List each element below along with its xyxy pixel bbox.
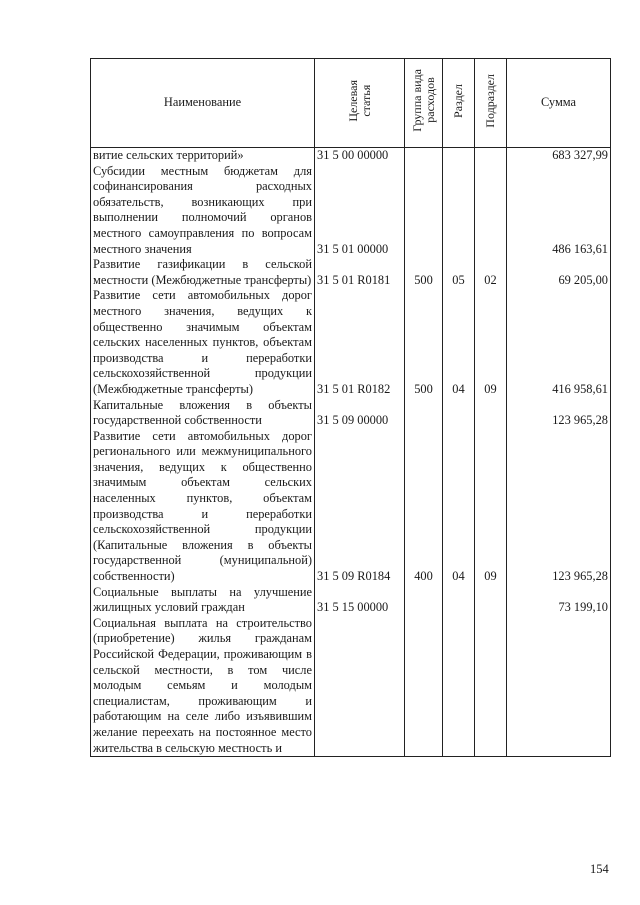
header-subsection-label: Подраздел [483,73,497,128]
row-subsection: 02 [475,257,507,288]
table-row [91,398,611,429]
row-name: Капитальные вложения в объекты государственной собственности [91,398,315,429]
header-target-label: Целевая статья [345,79,373,122]
budget-table [90,58,611,757]
row-target: 31 5 01 R0182 [315,288,405,397]
row-target: 31 5 09 00000 [315,398,405,429]
row-sum: 683 327,99 [507,148,611,164]
header-name: Наименование [91,59,315,148]
row-target: 31 5 01 R0181 [315,257,405,288]
row-sum: 416 958,61 [507,288,611,397]
table-header-row [91,59,611,148]
row-section [443,164,475,258]
header-subsection [475,59,507,148]
row-group: 500 [405,288,443,397]
row-sum: 123 965,28 [507,398,611,429]
header-group [405,59,443,148]
row-subsection: 09 [475,288,507,397]
row-name: Развитие сети автомобильных дорог местного значения, ведущих к общественно значимым объектам сельских населенных пунктов, объектам производства и переработки сельскохозяйственной продукции (Межбюджетные трансферты) [91,288,315,397]
table-row [91,429,611,585]
row-group [405,585,443,616]
table-row [91,164,611,258]
table-row [91,148,611,164]
row-section [443,148,475,164]
header-section [443,59,475,148]
table-row [91,585,611,616]
row-target: 31 5 00 00000 [315,148,405,164]
row-sum: 486 163,61 [507,164,611,258]
header-section-label: Раздел [451,83,465,118]
row-group [405,616,443,757]
row-target [315,616,405,757]
row-section [443,398,475,429]
row-name: Социальные выплаты на улучшение жилищных условий граждан [91,585,315,616]
row-section: 04 [443,429,475,585]
row-section: 05 [443,257,475,288]
row-section [443,616,475,757]
table-row [91,288,611,397]
row-subsection [475,164,507,258]
row-group [405,164,443,258]
row-group [405,148,443,164]
row-subsection [475,585,507,616]
row-name: Развитие газификации в сельской местности (Межбюджетные трансферты) [91,257,315,288]
header-group-label: Группа вида расходов [409,69,437,133]
row-group [405,398,443,429]
row-name: Социальная выплата на строительство (приобретение) жилья гражданам Российской Федерации, проживающим в сельской местности, в том числе молодым семьям и молодым специалистам, проживающим и работающим на селе либо изъявившим желание переехать на постоянное место жительства в сельскую местность и [91,616,315,757]
row-section [443,585,475,616]
table-row [91,257,611,288]
row-sum: 123 965,28 [507,429,611,585]
header-target [315,59,405,148]
row-sum: 73 199,10 [507,585,611,616]
table-row [91,616,611,757]
row-target: 31 5 09 R0184 [315,429,405,585]
row-subsection: 09 [475,429,507,585]
header-sum: Сумма [507,59,611,148]
row-name: витие сельских территорий» [91,148,315,164]
row-target: 31 5 01 00000 [315,164,405,258]
row-name: Субсидии местным бюджетам для софинансирования расходных обязательств, возникающих при выполнении полномочий органов местного самоуправления по вопросам местного значения [91,164,315,258]
row-subsection [475,398,507,429]
row-target: 31 5 15 00000 [315,585,405,616]
row-subsection [475,616,507,757]
row-subsection [475,148,507,164]
row-group: 500 [405,257,443,288]
row-name: Развитие сети автомобильных дорог регионального или межмуниципального значения, ведущих к общественно значимым объектам сельских населенных пунктов, объектам производства и переработки сельскохозяйственной продукции (Капитальные вложения в объекты государственной (муниципальной) собственности) [91,429,315,585]
row-sum [507,616,611,757]
row-group: 400 [405,429,443,585]
row-section: 04 [443,288,475,397]
page-number: 154 [590,862,609,876]
row-sum: 69 205,00 [507,257,611,288]
